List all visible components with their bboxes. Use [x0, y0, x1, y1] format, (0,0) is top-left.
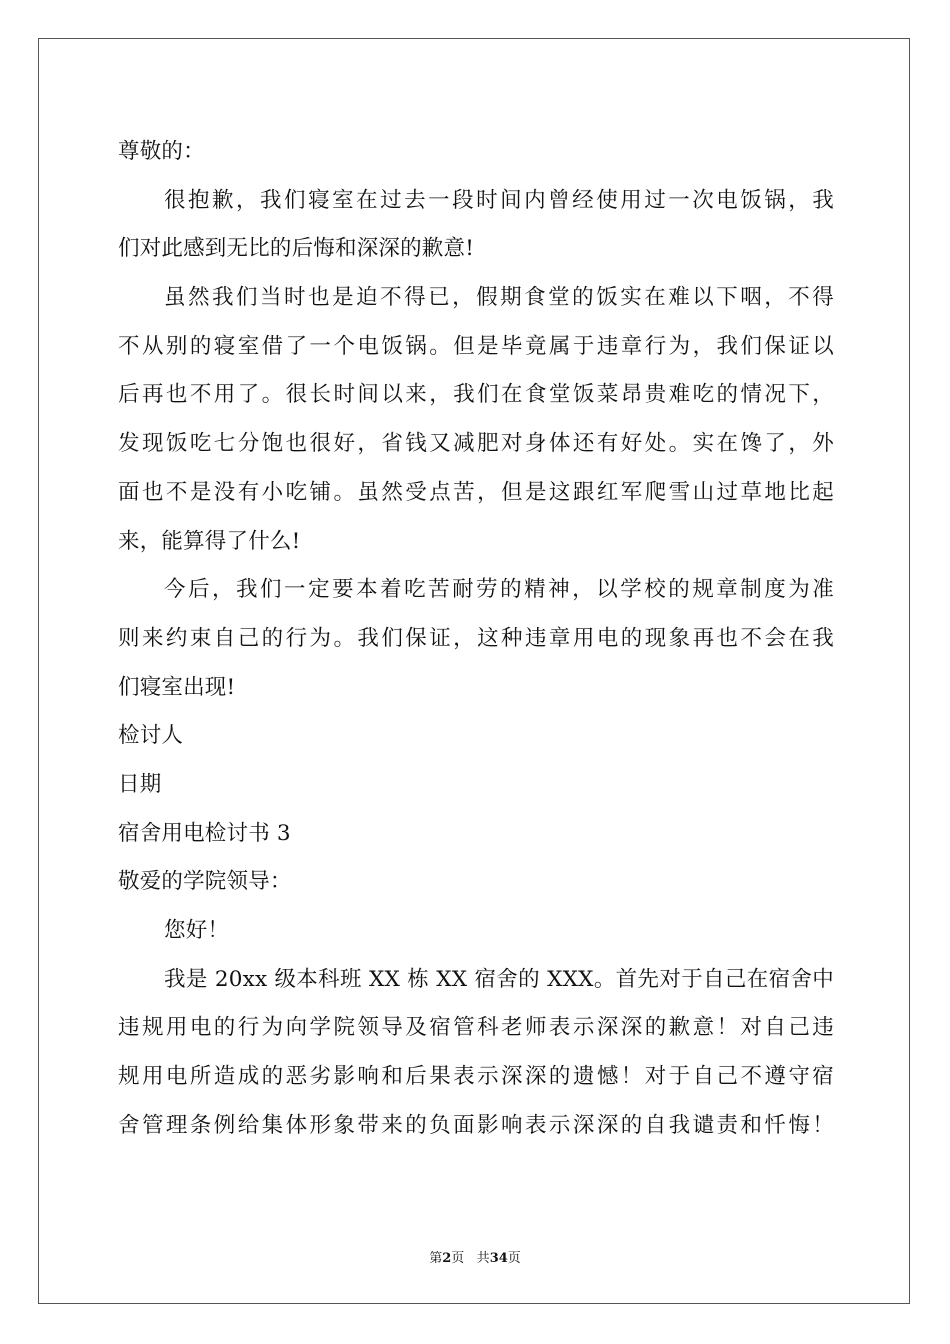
text-line: 发现饭吃七分饱也很好，省钱又减肥对身体还有好处。实在馋了，外 [118, 431, 834, 457]
page-current: 2 [442, 1251, 452, 1266]
greeting: 您好！ [164, 918, 230, 943]
text-line: 今后，我们一定要本着吃苦耐劳的精神，以学校的规章制度为准 [164, 577, 834, 603]
text-line: 尊敬的： [118, 139, 205, 164]
date-label: 日期 [118, 771, 162, 797]
page-footer [0, 1247, 950, 1266]
text-line: 舍管理条例给集体形象带来的负面影响表示深深的自我谴责和忏悔！ [118, 1112, 834, 1138]
signature-label: 检讨人 [118, 723, 184, 749]
document-body [118, 128, 834, 1150]
text-line: 虽然我们当时也是迫不得已，假期食堂的饭实在难以下咽，不得 [164, 285, 834, 311]
text-line: 面也不是没有小吃铺。虽然受点苦，但是这跟红军爬雪山过草地比起 [118, 479, 834, 505]
section-title: 宿舍用电检讨书 3 [118, 820, 291, 846]
text-line: 们对此感到无比的后悔和深深的歉意! [118, 236, 475, 262]
page-prefix: 第 [429, 1251, 443, 1266]
text-line: 很抱歉，我们寝室在过去一段时间内曾经使用过一次电饭锅，我 [164, 187, 834, 213]
page-unit: 页 [451, 1251, 465, 1266]
total-prefix: 共 [476, 1251, 490, 1266]
salutation: 敬爱的学院领导： [118, 869, 292, 895]
text-line: 后再也不用了。很长时间以来，我们在食堂饭菜昂贵难吃的情况下， [118, 382, 834, 408]
text-line: 不从别的寝室借了一个电饭锅。但是毕竟属于违章行为，我们保证以 [118, 333, 834, 359]
page-total: 34 [489, 1251, 508, 1266]
total-unit: 页 [507, 1251, 521, 1266]
text-line: 则来约束自己的行为。我们保证，这种违章用电的现象再也不会在我 [118, 625, 834, 651]
text-line: 们寝室出现! [118, 674, 236, 700]
text-line: 规用电所造成的恶劣影响和后果表示深深的遗憾！对于自己不遵守宿 [118, 1064, 834, 1090]
text-line: 违规用电的行为向学院领导及宿管科老师表示深深的歉意！对自己违 [118, 1015, 834, 1041]
text-line: 来，能算得了什么! [118, 528, 301, 554]
text-line: 我是 20xx 级本科班 XX 栋 XX 宿舍的 XXX。首先对于自己在宿舍中 [164, 966, 834, 992]
